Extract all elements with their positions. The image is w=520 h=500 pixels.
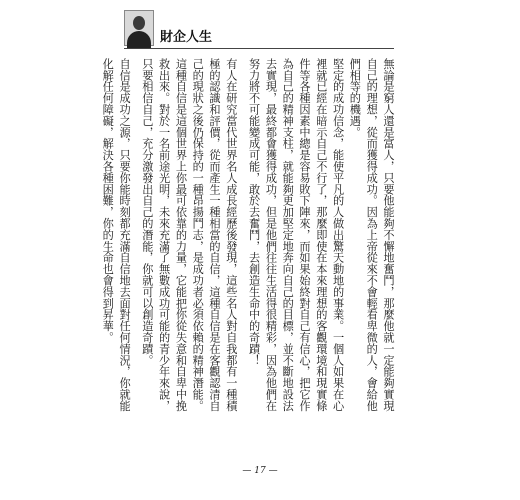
header-divider [124,48,394,49]
page-number: — 17 — [242,466,278,476]
paragraph-1: 無論是窮人還是富人，只要他能夠不懈地奮鬥，那麼他就一定能夠實現自己的理想，從而獲得成功。因為上帝從來不會輕看卑微的人，會給他們相等的機遇。 [348,58,395,412]
paragraph-2: 堅定的成功信念，能使平凡的人做出驚天動地的事業。一個人如果在心裡就已經在暗示自己不行了，那麼即使在本來理想的客觀環境和現實條件等各種因素中總是容易敗下陣來，而如果始終對自己有信心，把它作為自己的精神支柱，就能夠更加堅定地奔向自己的目標，並不斷地設法去實現，最終都會獲得成功，但是他們往往生活得很精彩，因為他們在努力將不可能變成可能，敢於去奮鬥，去創造生命中的奇蹟！ [247,58,345,412]
body-text [101,58,396,414]
page-number-value: 17 [254,466,266,476]
running-header [124,10,212,46]
chapter-title: 財企人生 [160,30,213,45]
paragraph-3: 有人在研究當代世界名人成長經歷後發現，這些名人對自我都有一種積極的認識和評價，從而產生一種相當的自信，這種自信是在客觀認清自己的現狀之後仍保持的一種昂揚鬥志，是成功者必須依賴的精神潛能。這種自信是這個世界上你最可依靠的力量，它能把你從失意和自卑中挽救出來。對於一名前途光明，未來充滿了無數成功可能的青少年來說，只要相信自己，充分激發出自己的潛能，你就可以創造奇蹟。 [140,58,238,412]
author-portrait [124,10,154,46]
paragraph-4: 自信是成功之源，只要你能時刻都充滿自信地去面對任何情況，你就能化解任何障礙，解決各種困難，你的生命也會得到昇華。 [101,58,132,412]
